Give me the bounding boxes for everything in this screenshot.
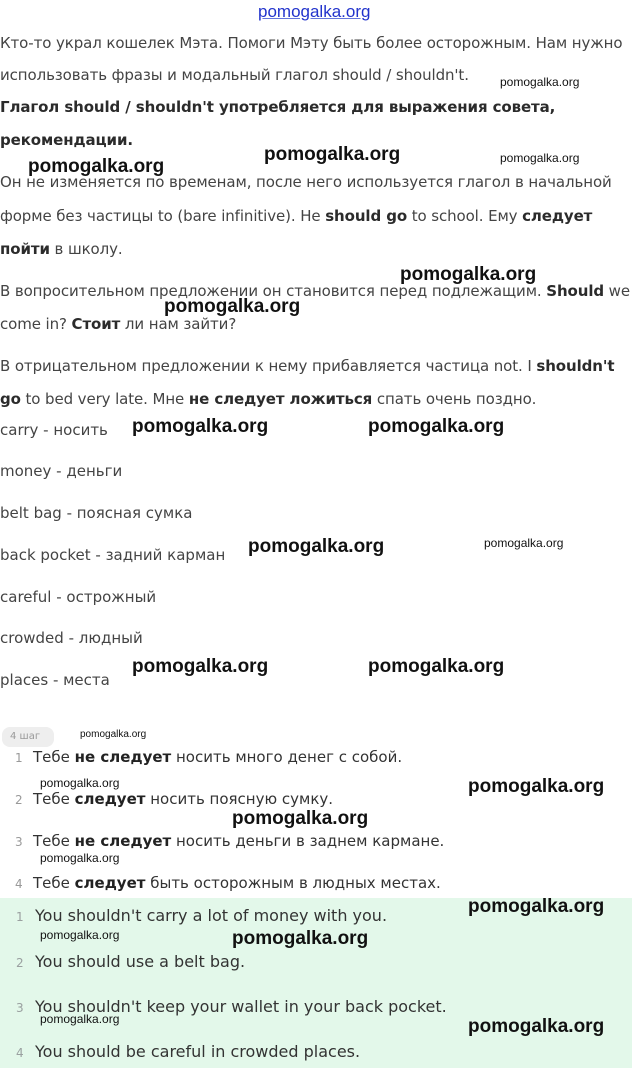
bold-text: не следует: [74, 832, 172, 850]
intro-line-1: Кто-то украл кошелек Мэта. Помоги Мэту быть более осторожным. Нам нужно: [0, 34, 623, 52]
bold-text: Стоит: [71, 315, 121, 333]
text: Тебе: [33, 832, 75, 850]
bold-text: следует: [522, 207, 593, 225]
english-sentence: You shouldn't keep your wallet in your back pocket.: [35, 997, 447, 1016]
watermark: pomogalka.org: [232, 808, 369, 829]
text: to school. Ему: [407, 207, 523, 225]
step-badge: 4 шаг: [2, 727, 54, 747]
text: форме без частицы to (bare infinitive). He: [0, 207, 326, 225]
sentence-number: 3: [15, 835, 23, 849]
watermark: pomogalka.org: [80, 729, 147, 740]
sentence-number: 4: [15, 877, 23, 891]
answer-number: 2: [16, 956, 24, 970]
bold-text: пойти: [0, 240, 50, 258]
watermark-top: pomogalka.org: [258, 2, 371, 21]
watermark: pomogalka.org: [400, 264, 537, 285]
watermark: pomogalka.org: [40, 1012, 120, 1026]
text: спать очень поздно.: [372, 390, 537, 408]
russian-sentence: [33, 874, 441, 892]
russian-sentence: [33, 832, 444, 850]
watermark: pomogalka.org: [500, 151, 580, 165]
vocab-item: carry - носить: [0, 421, 108, 439]
watermark: pomogalka.org: [500, 75, 580, 89]
watermark: pomogalka.org: [132, 416, 269, 437]
bold-text: shouldn't: [536, 357, 615, 375]
bold-text: не следует ложиться: [188, 390, 373, 408]
english-sentence: You shouldn't carry a lot of money with you.: [35, 906, 388, 925]
text: В отрицательном предложении к нему прибавляется частица not. I: [0, 357, 537, 375]
watermark: pomogalka.org: [40, 928, 120, 942]
russian-sentence: [33, 748, 402, 766]
text: Тебе: [33, 790, 75, 808]
vocab-item: crowded - людный: [0, 629, 143, 647]
sentence-number: 1: [15, 751, 23, 765]
bold-text: should go: [325, 207, 408, 225]
rule-negative-line-1: [0, 357, 614, 375]
vocab-item: belt bag - поясная сумка: [0, 504, 193, 522]
watermark: pomogalka.org: [368, 416, 505, 437]
sentence-number: 2: [15, 793, 23, 807]
text: носить много денег с собой.: [171, 748, 403, 766]
bold-text: не следует: [74, 748, 172, 766]
text: носить поясную сумку.: [145, 790, 334, 808]
text: Тебе: [33, 874, 75, 892]
watermark: pomogalka.org: [164, 296, 301, 317]
bold-text: go: [0, 390, 21, 408]
rule-heading-line-2: рекомендации.: [0, 131, 133, 149]
rule-negative-line-2: [0, 390, 536, 408]
bold-text: следует: [74, 874, 146, 892]
text: быть осторожным в людных местах.: [145, 874, 441, 892]
watermark: pomogalka.org: [40, 776, 120, 790]
text: носить деньги в заднем кармане.: [171, 832, 445, 850]
rule-tense-line-1: Он не изменяется по временам, после него используется глагол в начальной: [0, 173, 612, 191]
text: Тебе: [33, 748, 75, 766]
vocab-item: places - места: [0, 671, 110, 689]
rule-tense-line-2: [0, 207, 592, 225]
russian-sentence: [33, 790, 333, 808]
answer-number: 1: [16, 910, 24, 924]
bold-text: следует: [74, 790, 146, 808]
watermark: pomogalka.org: [264, 144, 401, 165]
english-sentence: You should be careful in crowded places.: [35, 1042, 361, 1061]
text: в школу.: [49, 240, 123, 258]
watermark: pomogalka.org: [248, 536, 385, 557]
watermark: pomogalka.org: [468, 1016, 605, 1037]
answer-number: 3: [16, 1001, 24, 1015]
watermark: pomogalka.org: [468, 776, 605, 797]
text: come in?: [0, 315, 72, 333]
text: ли нам зайти?: [120, 315, 237, 333]
answers-panel: [0, 898, 632, 1068]
watermark: pomogalka.org: [40, 851, 120, 865]
text: to bed very late. Мне: [20, 390, 189, 408]
watermark: pomogalka.org: [232, 928, 369, 949]
rule-tense-line-3: [0, 240, 123, 258]
watermark: pomogalka.org: [132, 656, 269, 677]
english-sentence: You should use a belt bag.: [35, 952, 246, 971]
vocab-item: back pocket - задний карман: [0, 546, 226, 564]
watermark: pomogalka.org: [468, 896, 605, 917]
intro-line-2: использовать фразы и модальный глагол should / shouldn't.: [0, 66, 469, 84]
watermark: pomogalka.org: [368, 656, 505, 677]
vocab-item: careful - острожный: [0, 588, 157, 606]
answer-number: 4: [16, 1046, 24, 1060]
vocab-item: money - деньги: [0, 462, 123, 480]
text: В вопросительном предложении он становится перед подлежащим.: [0, 282, 547, 300]
bold-text: Should: [546, 282, 605, 300]
watermark: pomogalka.org: [484, 536, 564, 550]
watermark: pomogalka.org: [28, 156, 165, 177]
rule-heading-line-1: Глагол should / shouldn't употребляется для выражения совета,: [0, 98, 556, 116]
text: we: [604, 282, 630, 300]
